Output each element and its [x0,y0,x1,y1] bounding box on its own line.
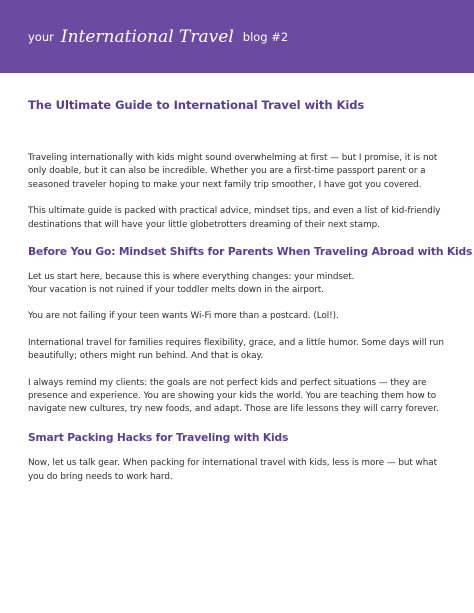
mindset-paragraph-2: Your vacation is not ruined if your toddler melts down in the airport. [28,284,324,295]
section-heading-packing: Smart Packing Hacks for Traveling with Kids [28,430,289,444]
header-prefix: your [28,29,54,44]
mindset-paragraph-5: I always remind my clients: the goals are not perfect kids and perfect situations — they are presence and experience. You are showing your kids the world. You are teaching them how to navigate new cultures, try new foods, and adapt. Those are life lessons they will carry forever. [28,377,439,415]
blog-header [0,0,474,73]
section-heading-mindset: Before You Go: Mindset Shifts for Parents When Traveling Abroad with Kids [28,245,473,259]
intro-paragraph-1: Traveling internationally with kids might sound overwhelming at first — but I promise, it is not only doable, but it can also be incredible. Whether you are a first-time passport parent or a seasoned traveler hoping to make your next family trip smoother, I have got you covered. [28,153,438,190]
mindset-paragraph-4: International travel for families requires flexibility, grace, and a little humor. Some days will run beautifully; others might run behind. And that is okay. [28,337,444,362]
mindset-paragraph-3: You are not failing if your teen wants Wi-Fi more than a postcard. (Lol!). [28,311,339,322]
packing-paragraph-1: Now, let us talk gear. When packing for international travel with kids, less is more — but what you do bring needs to work hard. [28,458,437,482]
article-body [28,98,473,484]
intro-paragraph-2: This ultimate guide is packed with practical advice, mindset tips, and even a list of kid-friendly destinations that will have your little globetrotters dreaming of their next stamp. [28,206,441,230]
mindset-paragraph-1: Let us start here, because this is where everything changes: your mindset. [28,271,355,282]
article-title: The Ultimate Guide to International Travel with Kids [28,98,365,112]
header-blog-tag: blog #2 [242,29,289,44]
header-brand: International Travel [60,26,234,47]
